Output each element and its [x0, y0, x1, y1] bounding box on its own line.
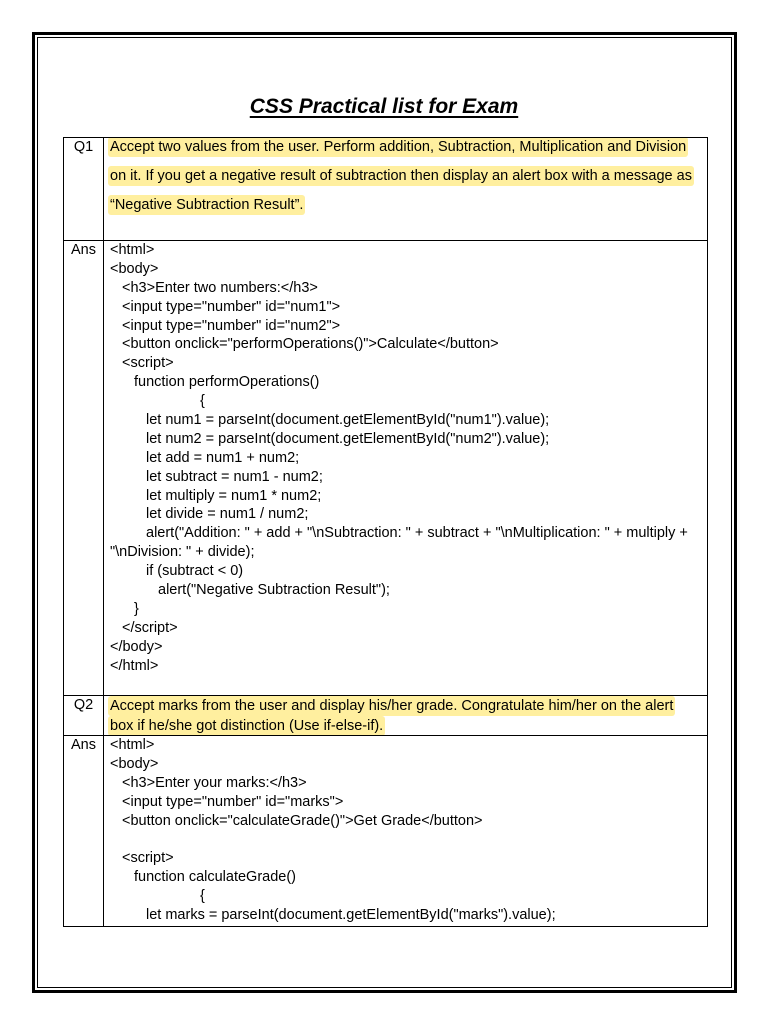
- question-line: [108, 696, 707, 716]
- highlighted-text: box if he/she got distinction (Use if-else-if).: [110, 718, 384, 734]
- answer-label-q1: Ans: [64, 241, 104, 696]
- code-line: alert("Addition: " + add + "\nSubtraction: " + subtract + "\nMultiplication: " + multiply +: [146, 525, 688, 542]
- code-line: <h3>Enter your marks:</h3>: [122, 774, 307, 791]
- code-line: <input type="number" id="num2">: [122, 317, 341, 334]
- code-line: {: [200, 393, 205, 410]
- highlighted-text: Accept two values from the user. Perform addition, Subtraction, Multiplication and Division: [110, 139, 687, 155]
- code-line: let divide = num1 / num2;: [146, 506, 309, 523]
- code-line: <input type="number" id="num1">: [122, 298, 341, 315]
- code-line: }: [134, 600, 139, 617]
- question-text-q2: [104, 696, 708, 736]
- code-line: <h3>Enter two numbers:</h3>: [122, 279, 318, 296]
- code-line: <html>: [110, 737, 155, 753]
- code-line: <input type="number" id="marks">: [122, 793, 344, 810]
- code-line: <script>: [122, 355, 174, 372]
- code-line: </html>: [110, 657, 159, 674]
- code-line: let multiply = num1 * num2;: [146, 487, 322, 504]
- code-line: alert("Negative Subtraction Result");: [158, 582, 390, 599]
- answer-code-q2: [104, 736, 708, 927]
- question-label-q2: Q2: [64, 696, 104, 736]
- code-line: if (subtract < 0): [146, 563, 244, 580]
- question-line: [108, 196, 707, 225]
- code-line: <body>: [110, 755, 159, 772]
- code-line: <html>: [110, 242, 155, 258]
- code-line: "\nDivision: " + divide);: [110, 544, 255, 561]
- code-line: let marks = parseInt(document.getElementById("marks").value);: [146, 907, 556, 924]
- code-line: <script>: [122, 850, 174, 867]
- code-line: let num1 = parseInt(document.getElementById("num1").value);: [146, 412, 550, 429]
- document-title: CSS Practical list for Exam: [249, 95, 519, 118]
- highlighted-text: Accept marks from the user and display his/her grade. Congratulate him/her on the alert: [110, 698, 674, 714]
- code-line: <body>: [110, 260, 159, 277]
- code-line: let num2 = parseInt(document.getElementById("num2").value);: [146, 430, 550, 447]
- code-line: </script>: [122, 619, 178, 636]
- highlighted-text: “Negative Subtraction Result”.: [110, 197, 304, 213]
- question-line: [108, 138, 707, 167]
- highlighted-text: on it. If you get a negative result of subtraction then display an alert box with a message as: [110, 168, 692, 184]
- code-line: <button onclick="calculateGrade()">Get Grade</button>: [122, 812, 483, 829]
- questions-table: [63, 137, 708, 927]
- code-line: {: [200, 888, 205, 905]
- code-line: function performOperations(): [134, 374, 320, 391]
- code-line: let add = num1 + num2;: [146, 449, 300, 466]
- answer-code-q1: [104, 241, 708, 696]
- question-line: [108, 716, 707, 736]
- question-text-q1: [104, 138, 708, 241]
- question-label-q1: Q1: [64, 138, 104, 241]
- code-line: <button onclick="performOperations()">Calculate</button>: [122, 336, 499, 353]
- code-line: </body>: [110, 638, 163, 655]
- question-line: [108, 167, 707, 196]
- code-blank-line: [110, 830, 707, 849]
- code-line: let subtract = num1 - num2;: [146, 468, 323, 485]
- answer-label-q2: Ans: [64, 736, 104, 927]
- code-line: function calculateGrade(): [134, 869, 296, 886]
